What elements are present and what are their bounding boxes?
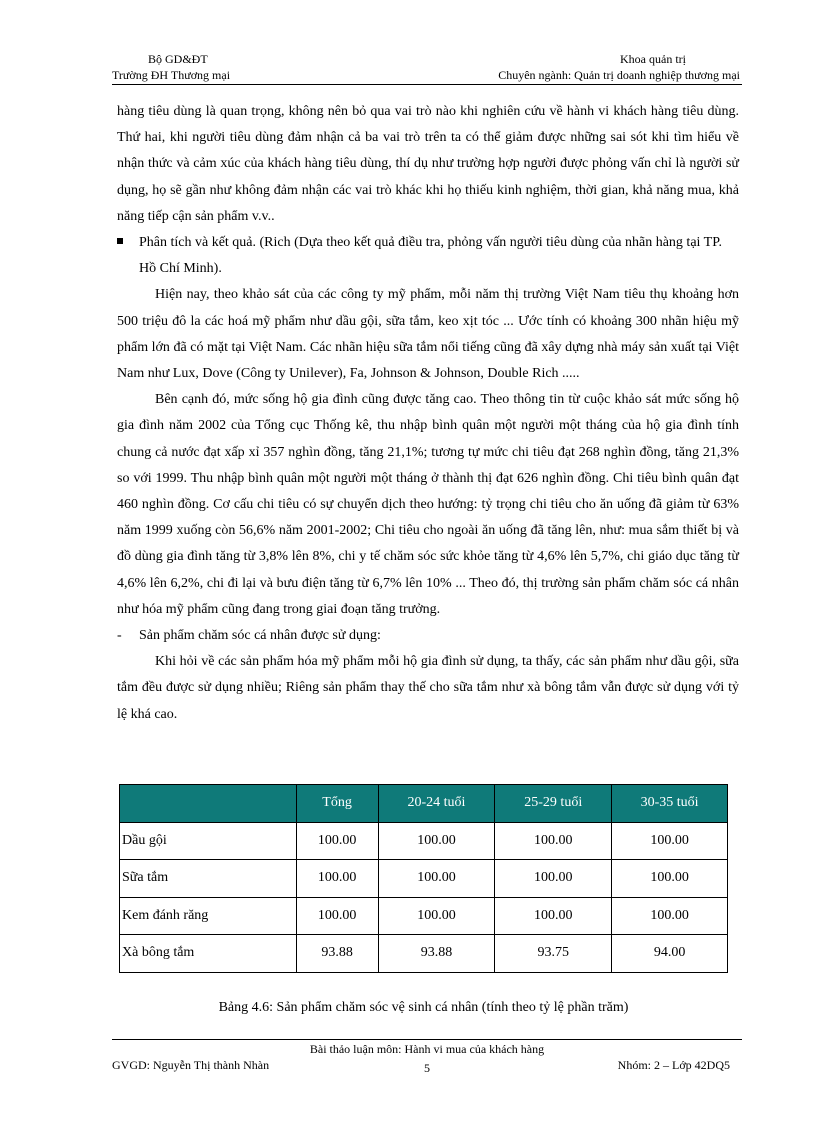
paragraph-1: hàng tiêu dùng là quan trọng, không nên bỏ qua vai trò nào khi nghiên cứu về hành vi khách hàng tiêu dùng. Thứ hai, khi người tiêu dùng đảm nhận cả ba vai trò trên ta có thể giảm được những sai sót khi tìm hiểu về nhận thức và cảm xúc của khách hàng tiêu dùng, thí dụ như trường hợp người được phỏng vấn chỉ là người sử dụng, họ sẽ gần như không đảm nhận các vai trò khác khi họ thiếu kinh nghiệm, thời gian, khả năng mua, khả năng tiếp cận sản phẩm v.v.. [117, 104, 739, 224]
dash-text: Sản phẩm chăm sóc cá nhân được sử dụng: [139, 628, 381, 644]
table-header-cell: 30-35 tuổi [612, 785, 728, 823]
table-cell: 100.00 [495, 897, 612, 935]
table-header-cell: 25-29 tuổi [495, 785, 612, 823]
table-cell: 100.00 [378, 822, 495, 860]
table-cell: 94.00 [612, 935, 728, 973]
bullet-text: Phân tích và kết quả. (Rich (Dựa theo kết quả điều tra, phỏng vấn người tiêu dùng của nhãn hàng tại TP. Hồ Chí Minh). [139, 235, 722, 277]
table-cell: 100.00 [612, 822, 728, 860]
table-cell: 100.00 [296, 860, 378, 898]
document-body [117, 99, 739, 728]
table-header-cell: Tổng [296, 785, 378, 823]
header-faculty: Khoa quản trị [620, 52, 686, 66]
table-row [120, 935, 728, 973]
table-cell: 100.00 [495, 822, 612, 860]
square-bullet-icon [117, 238, 123, 244]
paragraph-2: Hiện nay, theo khảo sát của các công ty mỹ phẩm, mỗi năm thị trường Việt Nam tiêu thụ khoảng hơn 500 triệu đô la các hoá mỹ phẩm như dầu gội, sữa tắm, keo xịt tóc ... Ước tính có khoảng 300 nhãn hiệu mỹ phẩm lớn đã có mặt tại Việt Nam. Các nhãn hiệu sữa tắm nổi tiếng cũng đã xây dựng nhà máy sản xuất tại Việt Nam như Lux, Dove (Công ty Unilever), Fa, Johnson & Johnson, Double Rich ..... [117, 287, 739, 382]
table-cell: 93.88 [378, 935, 495, 973]
table-header-cell: 20-24 tuổi [378, 785, 495, 823]
row-label: Xà bông tắm [120, 935, 297, 973]
header-divider [112, 84, 742, 85]
table-header-row [120, 785, 728, 823]
row-label: Sữa tắm [120, 860, 297, 898]
header-major: Chuyên ngành: Quản trị doanh nghiệp thương mại [498, 68, 740, 82]
header-right [440, 51, 740, 83]
footer-course-title: Bài thảo luận môn: Hành vi mua của khách hàng [309, 1042, 545, 1056]
table-cell: 100.00 [612, 860, 728, 898]
header-left [112, 51, 262, 83]
table-cell: 100.00 [378, 897, 495, 935]
table-cell: 100.00 [296, 822, 378, 860]
paragraph-4: Khi hỏi về các sản phẩm hóa mỹ phẩm mỗi hộ gia đình sử dụng, ta thấy, các sản phẩm như dầu gội, sữa tắm đều được sử dụng nhiều; Riêng sản phẩm thay thế cho sữa tắm như xà bông tắm vẫn được sử dụng với tỷ lệ khá cao. [117, 654, 739, 722]
dash-item-products [117, 623, 739, 649]
row-label: Dầu gội [120, 822, 297, 860]
table-cell: 100.00 [378, 860, 495, 898]
table-row [120, 860, 728, 898]
table-row [120, 822, 728, 860]
header-ministry: Bộ GD&ĐT [148, 52, 208, 66]
table-cell: 100.00 [612, 897, 728, 935]
table-cell: 93.88 [296, 935, 378, 973]
paragraph-3: Bên cạnh đó, mức sống hộ gia đình cũng được tăng cao. Theo thông tin từ cuộc khảo sát mức sống hộ gia đình năm 2002 của Tổng cục Thống kê, thu nhập bình quân một người một tháng của hộ gia đình tính chung cả nước đạt xấp xỉ 357 nghìn đồng, tăng 21,1%; tương tự mức chi tiêu đạt 268 nghìn đồng, tăng 21,3% so với 1999. Thu nhập bình quân một người một tháng ở thành thị đạt 626 nghìn đồng. Chi tiêu bình quân đạt 460 nghìn đồng. Cơ cấu chi tiêu có sự chuyển dịch theo hướng: tỷ trọng chi tiêu cho ăn uống đã giảm từ 63% năm 1999 xuống còn 56,6% năm 2001-2002; Chi tiêu cho ngoài ăn uống đã tăng lên, như: mua sắm thiết bị và đồ dùng gia đình tăng từ 3,8% lên 8%, chi y tế chăm sóc sức khỏe tăng từ 4,6% lên 5,7%, chi giáo dục tăng từ 4,6% lên 6,2%, chi đi lại và bưu điện tăng từ 6,7% lên 10% ... Theo đó, thị trường sản phẩm chăm sóc cá nhân như hóa mỹ phẩm cũng đang trong giai đoạn tăng trưởng. [117, 392, 739, 617]
table-header-cell [120, 785, 297, 823]
table-cell: 100.00 [296, 897, 378, 935]
header-university: Trường ĐH Thương mại [112, 68, 231, 82]
table-cell: 93.75 [495, 935, 612, 973]
bullet-item-analysis [117, 230, 739, 282]
products-table [119, 784, 728, 973]
footer-lecturer: GVGD: Nguyễn Thị thành Nhàn [112, 1058, 270, 1072]
footer-divider [112, 1039, 742, 1040]
row-label: Kem đánh răng [120, 897, 297, 935]
footer-group: Nhóm: 2 – Lớp 42DQ5 [617, 1058, 730, 1072]
table-row [120, 897, 728, 935]
page-number: 5 [424, 1061, 430, 1075]
table-cell: 100.00 [495, 860, 612, 898]
dash-marker: - [117, 628, 122, 644]
table-caption: Bảng 4.6: Sản phẩm chăm sóc vệ sinh cá nhân (tính theo tỷ lệ phần trăm) [218, 1000, 629, 1015]
